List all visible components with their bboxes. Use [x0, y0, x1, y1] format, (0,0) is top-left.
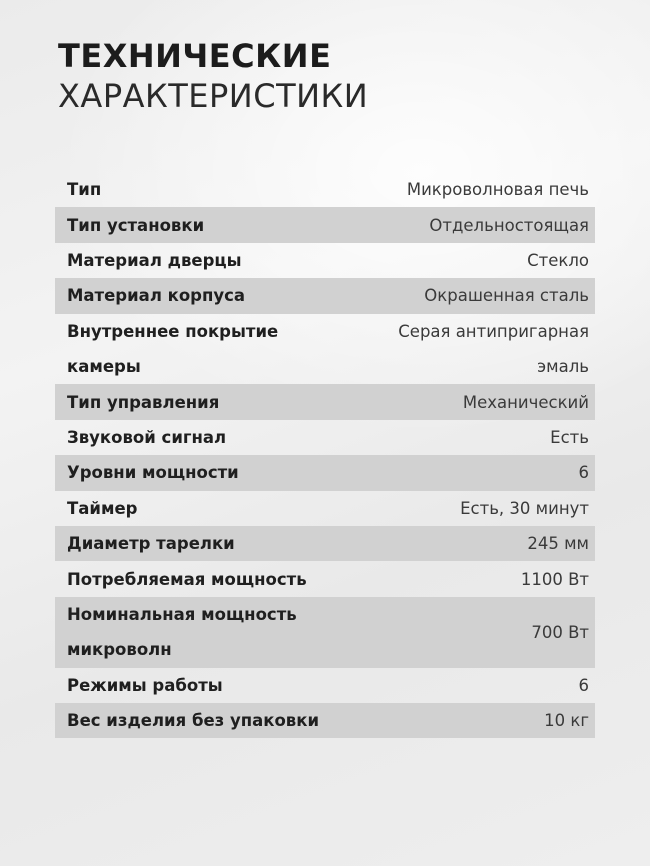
spec-value-line: Серая антипригарная [398, 321, 589, 341]
spec-label: Потребляемая мощность [67, 569, 307, 589]
spec-label: Тип [67, 180, 102, 200]
spec-value: 1100 Вт [520, 569, 589, 589]
spec-row-microwave-power [55, 597, 595, 668]
spec-label-line: Номинальная мощность [67, 604, 297, 624]
spec-value: 700 Вт [531, 622, 589, 642]
spec-label: Тип установки [67, 215, 205, 235]
title-line-2: ХАРАКТЕРИСТИКИ [58, 77, 369, 115]
spec-label: Материал дверцы [67, 250, 242, 270]
spec-value: Окрашенная сталь [424, 286, 589, 306]
spec-row-installation-type [55, 207, 595, 242]
title-line-1: ТЕХНИЧЕСКИЕ [58, 37, 332, 75]
spec-label: Звуковой сигнал [67, 427, 227, 447]
spec-row-power-levels [55, 455, 595, 490]
spec-row-timer [55, 491, 595, 526]
spec-label: Режимы работы [67, 675, 223, 695]
spec-value: 10 кг [544, 711, 589, 731]
spec-row-operating-modes [55, 668, 595, 703]
spec-value: Стекло [527, 250, 589, 270]
spec-label: Тип управления [67, 392, 220, 412]
spec-row-sound-signal [55, 420, 595, 455]
spec-label: Диаметр тарелки [67, 534, 235, 554]
spec-row-net-weight [55, 703, 595, 738]
spec-value: Механический [462, 392, 589, 412]
spec-row-control-type [55, 384, 595, 419]
spec-table [55, 172, 595, 738]
spec-label-line: Внутреннее покрытие [67, 321, 279, 341]
spec-label: Вес изделия без упаковки [67, 711, 320, 731]
spec-row-inner-coating [55, 314, 595, 385]
spec-row-plate-diameter [55, 526, 595, 561]
spec-label [67, 314, 278, 385]
spec-label: Таймер [67, 498, 138, 518]
spec-value: Есть, 30 минут [460, 498, 589, 518]
spec-label: Материал корпуса [67, 286, 246, 306]
spec-value: Есть [550, 427, 589, 447]
spec-value: Микроволновая печь [406, 180, 589, 200]
spec-label-line: камеры [67, 357, 141, 377]
spec-value: 245 мм [527, 534, 589, 554]
spec-value [398, 314, 589, 385]
spec-row-power-consumption [55, 561, 595, 596]
spec-row-door-material [55, 243, 595, 278]
spec-value: 6 [578, 463, 589, 483]
spec-label [67, 597, 297, 668]
spec-row-body-material [55, 278, 595, 313]
spec-row-type [55, 172, 595, 207]
spec-value: 6 [578, 675, 589, 695]
spec-label-line: микроволн [67, 640, 172, 660]
spec-value: Отдельностоящая [429, 215, 589, 235]
page-title [58, 36, 368, 116]
spec-value-line: эмаль [537, 357, 589, 377]
spec-label: Уровни мощности [67, 463, 239, 483]
